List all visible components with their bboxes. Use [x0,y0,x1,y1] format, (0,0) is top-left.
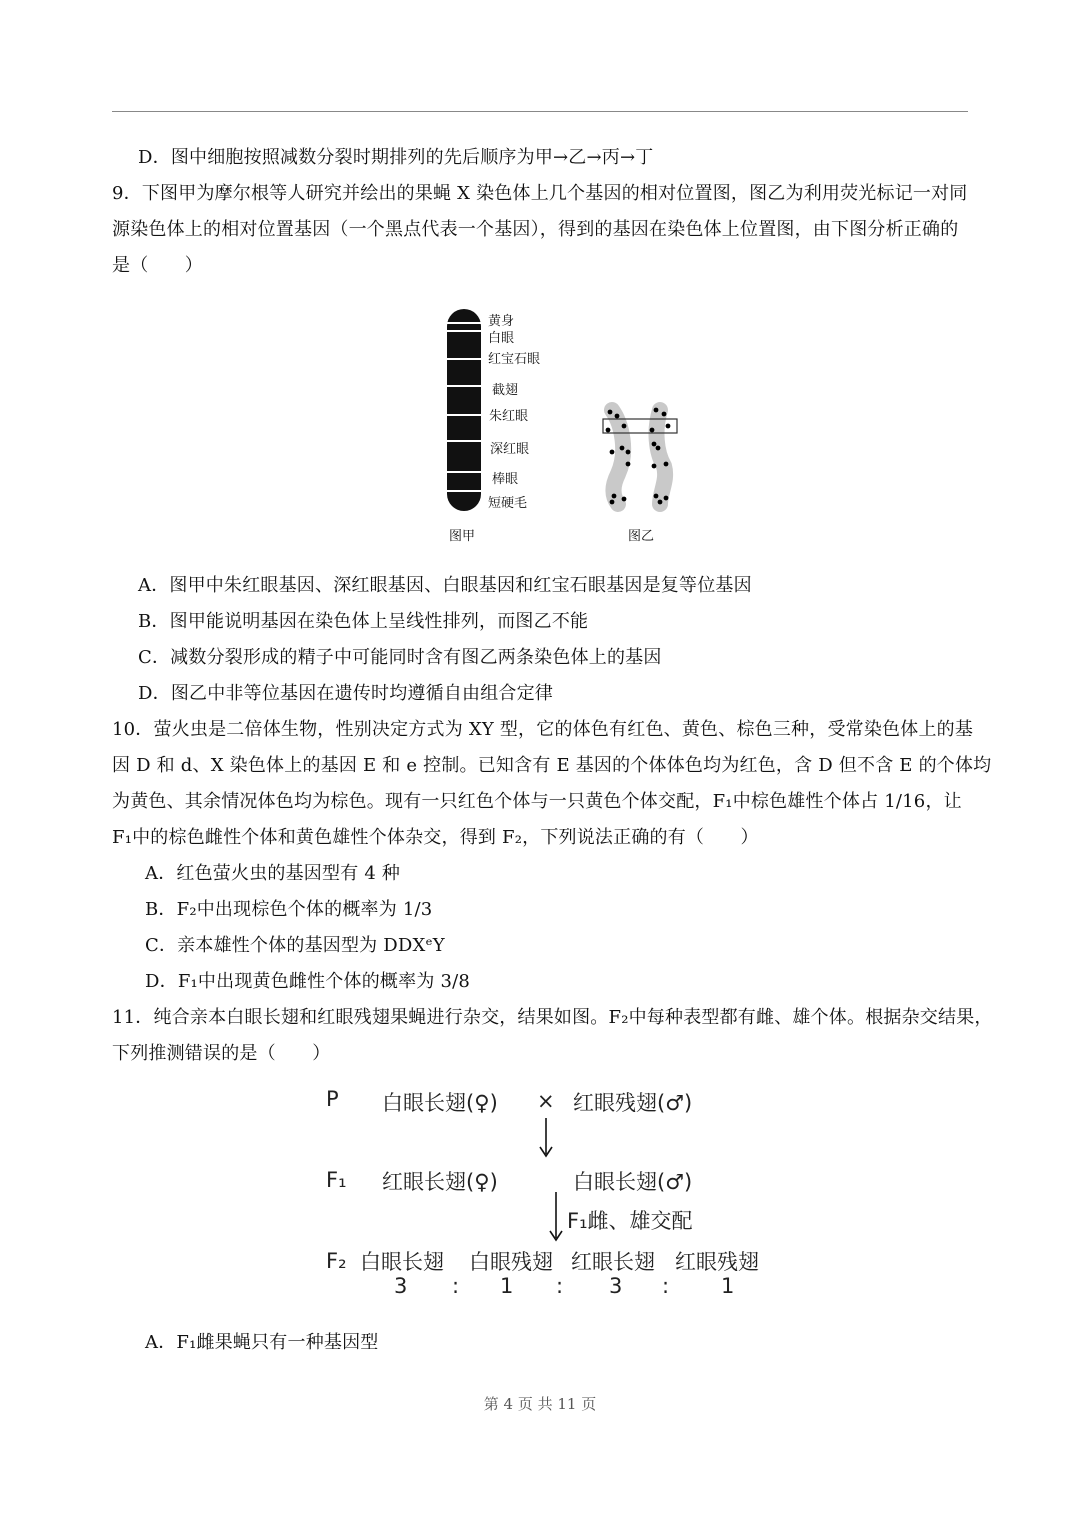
cross-p-label: P [326,1087,339,1111]
q9-option-d: D．图乙中非等位基因在遗传时均遵循自由组合定律 [138,683,554,704]
f2-ratio-3: 3 [609,1274,623,1298]
figure-a-caption: 图甲 [449,529,476,544]
q10-option-c: C．亲本雄性个体的基因型为 DDXᵉY [145,935,445,956]
gene-label-carmine-eye: 深红眼 [490,442,530,457]
q11-stem-line-2: 下列推测错误的是（ ） [112,1043,331,1064]
q10-stem-line-1: 10．萤火虫是二倍体生物，性别决定方式为 XY 型，它的体色有红色、黄色、棕色三种，受常染色体上的基 [112,719,974,740]
f2-phenotype-white-long: 白眼长翅 [360,1250,444,1274]
figure-b-chromosome-pair [598,400,682,515]
cross-f1-label: F₁ [326,1168,347,1192]
gene-label-vermilion-eye: 朱红眼 [489,409,529,424]
q10-option-d: D．F₁中出现黄色雌性个体的概率为 3/8 [145,971,471,992]
f2-ratio-colon: : [452,1274,460,1298]
cross-times-symbol: × [537,1089,555,1113]
q10-stem-line-3: 为黄色、其余情况体色均为棕色。现有一只红色个体与一只黄色个体交配，F₁中棕色雄性个体占 1/16，让 [112,791,962,812]
arrow-down-icon [548,1192,564,1242]
gene-label-bar-eye: 棒眼 [492,472,519,487]
q11-stem-line-1: 11．纯合亲本白眼长翅和红眼残翅果蝇进行杂交，结果如图。F₂中每种表型都有雌、雄个体。根据杂交结果， [112,1007,993,1028]
cross-f1-female: 红眼长翅(♀) [382,1170,498,1194]
gene-label-short-bristle: 短硬毛 [488,496,528,511]
page-footer: 第 4 页 共 11 页 [483,1395,597,1413]
cross-f2-label: F₂ [326,1249,347,1273]
q9-stem-line-2: 源染色体上的相对位置基因（一个黑点代表一个基因），得到的基因在染色体上位置图，由下图分析正确的 [112,219,959,240]
q8-option-d: D．图中细胞按照减数分裂时期排列的先后顺序为甲→乙→丙→丁 [138,147,654,168]
cross-p-male: 红眼残翅(♂) [573,1091,693,1115]
q11-option-a: A．F₁雌果蝇只有一种基因型 [145,1332,379,1353]
gene-label-cut-wing: 截翅 [492,383,519,398]
q9-stem-line-1: 9．下图甲为摩尔根等人研究并绘出的果蝇 X 染色体上几个基因的相对位置图，图乙为利用荧光标记一对同 [112,183,968,204]
cross-p-female: 白眼长翅(♀) [382,1091,498,1115]
q9-option-b: B．图甲能说明基因在染色体上呈线性排列，而图乙不能 [138,611,589,632]
f2-ratio-colon: : [556,1274,564,1298]
gene-label-ruby-eye: 红宝石眼 [488,352,541,367]
q10-stem-line-4: F₁中的棕色雌性个体和黄色雄性个体杂交，得到 F₂，下列说法正确的有（ ） [112,827,759,848]
figure-b-caption: 图乙 [628,529,655,544]
header-rule [112,111,968,112]
f2-phenotype-white-vestigial: 白眼残翅 [469,1250,553,1274]
q10-option-a: A．红色萤火虫的基因型有 4 种 [145,863,401,884]
q9-stem-line-3: 是（ ） [112,255,203,276]
f2-ratio-4: 1 [721,1274,735,1298]
figure-a-chromosome [440,305,490,515]
f2-ratio-colon: : [662,1274,670,1298]
gene-label-yellow-body: 黄身 [488,314,515,329]
q10-stem-line-2: 因 D 和 d、X 染色体上的基因 E 和 e 控制。已知含有 E 基因的个体体色均为红色，含 D 但不含 E 的个体均 [112,755,992,776]
f2-phenotype-red-long: 红眼长翅 [571,1250,655,1274]
cross-f1-male: 白眼长翅(♂) [573,1170,693,1194]
f2-phenotype-red-vestigial: 红眼残翅 [675,1250,759,1274]
f2-ratio-2: 1 [500,1274,514,1298]
q10-option-b: B．F₂中出现棕色个体的概率为 1/3 [145,899,433,920]
q9-option-a: A．图甲中朱红眼基因、深红眼基因、白眼基因和红宝石眼基因是复等位基因 [138,575,752,596]
f2-ratio-1: 3 [394,1274,408,1298]
arrow-down-icon [538,1118,554,1158]
q9-option-c: C．减数分裂形成的精子中可能同时含有图乙两条染色体上的基因 [138,647,662,668]
gene-label-white-eye: 白眼 [488,331,515,346]
cross-f1-mating: F₁雌、雄交配 [567,1209,693,1233]
